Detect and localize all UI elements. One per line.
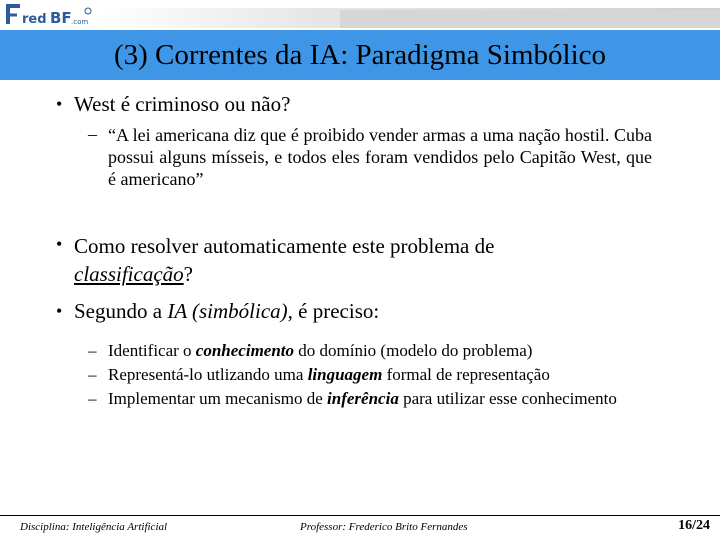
list-item-text: Representá-lo utlizando uma linguagem formal de representação <box>108 365 550 384</box>
bullet-3-text: Segundo a <box>74 299 163 323</box>
bullet-3-end: , é preciso: <box>287 299 380 323</box>
dash-icon: – <box>88 124 97 144</box>
quote-text: “A lei americana diz que é proibido vender armas a uma nação hostil. Cuba possui alguns mísseis, e todos eles foram vendidos pelo Capitão West, que é americano” <box>108 125 652 189</box>
list-item-text: Identificar o conhecimento do domínio (modelo do problema) <box>108 341 533 360</box>
bullet-3 <box>74 299 379 324</box>
bullet-1: West é criminoso ou não? <box>74 92 291 116</box>
footer-discipline: Disciplina: Inteligência Artificial <box>20 521 168 533</box>
dash-icon: – <box>88 365 97 384</box>
subitem-list <box>88 339 628 411</box>
list-item <box>88 363 628 387</box>
bullet-icon: • <box>56 301 63 321</box>
dash-icon: – <box>88 389 97 408</box>
bullet-2-term: classificação <box>74 262 184 286</box>
bullet-icon: • <box>56 94 63 114</box>
footer-professor: Professor: Frederico Brito Fernandes <box>300 521 468 533</box>
svg-text:BF: BF <box>50 9 72 27</box>
page-number: 16/24 <box>678 518 710 533</box>
top-bar <box>0 0 720 30</box>
list-item <box>88 387 628 411</box>
bullet-2-end: ? <box>183 262 193 286</box>
slide-title: (3) Correntes da IA: Paradigma Simbólico <box>113 39 607 71</box>
fredbf-logo <box>4 2 100 28</box>
list-item-text: Implementar um mecanismo de inferência para utilizar esse conhecimento <box>108 389 617 408</box>
footer-divider <box>0 515 720 516</box>
svg-text:.com: .com <box>71 18 89 26</box>
bullet-icon: • <box>56 234 63 254</box>
list-item <box>88 339 628 363</box>
header-gradient-band <box>340 10 720 28</box>
dash-icon: – <box>88 341 97 360</box>
bullet-2 <box>74 232 494 288</box>
bullet-3-term: IA (simbólica) <box>167 299 288 323</box>
svg-text:red: red <box>22 12 47 27</box>
bullet-2-text: Como resolver automaticamente este problema de <box>74 234 495 258</box>
